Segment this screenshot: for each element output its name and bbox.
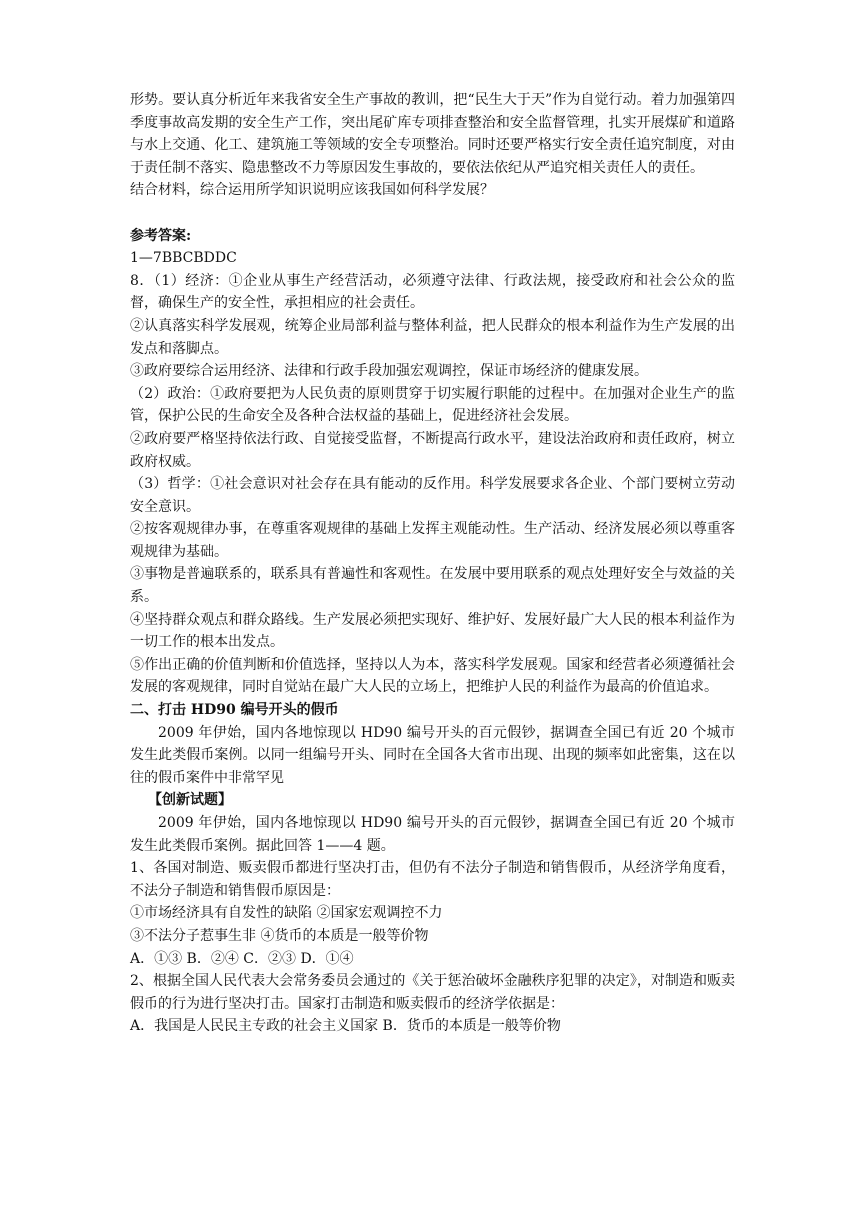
answer-line: （2）政治：①政府要把为人民负责的原则贯穿于切实履行职能的过程中。在加强对企业生产的监管，保护公民的生命安全及各种合法权益的基础上，促进经济社会发展。 <box>130 385 735 425</box>
answer-line: ②认真落实科学发展观，统筹企业局部利益与整体利益，把人民群众的根本利益作为生产发展的出发点和落脚点。 <box>130 317 735 357</box>
answers-heading: 参考答案: <box>130 227 192 244</box>
answer-line: ③事物是普遍联系的，联系具有普遍性和客观性。在发展中要用联系的观点处理好安全与效益的关系。 <box>130 566 735 606</box>
intro-paragraph: 形势。要认真分析近年来我省安全生产事故的教训，把“民生大于天”作为自觉行动。着力加强第四季度事故高发期的安全生产工作，突出尾矿库专项排查整治和安全监督管理，扎实开展煤矿和道路与水上交通、化工、建筑施工等领域的安全专项整治。同时还要严格实行安全责任追究制度，对由于责任制不落实、隐患整改不力等原因发生事故的，要依法依纪从严追究相关责任人的责任。 <box>130 92 735 176</box>
question-1-stem: 1、各国对制造、贩卖假币都进行坚决打击，但仍有不法分子制造和销售假币，从经济学角度看，不法分子制造和销售假币原因是： <box>130 860 735 899</box>
question-1-choices: A．①③ B．②④ C．②③ D．①④ <box>130 950 354 967</box>
question-2-stem: 2、根据全国人民代表大会常务委员会通过的《关于惩治破坏金融秩序犯罪的决定》，对制造和贩卖假币的行为进行坚决打击。国家打击制造和贩卖假币的经济学依据是： <box>130 973 735 1012</box>
question-1-options-line1: ①市场经济具有自发性的缺陷 ②国家宏观调控不力 <box>130 905 443 922</box>
answer-line: ②按客观规律办事，在尊重客观规律的基础上发挥主观能动性。生产活动、经济发展必须以尊重客观规律为基础。 <box>130 521 735 560</box>
question-2-choices: A．我国是人民民主专政的社会主义国家 B．货币的本质是一般等价物 <box>130 1018 561 1035</box>
section-title: 二、打击 HD90 编号开头的假币 <box>130 702 339 719</box>
answer-line: （3）哲学：①社会意识对社会存在具有能动的反作用。科学发展要求各企业、个部门要树立劳动安全意识。 <box>130 476 735 515</box>
answer-line: ⑤作出正确的价值判断和价值选择，坚持以人为本，落实科学发展观。国家和经营者必须遵循社会发展的客观规律，同时自觉站在最广大人民的立场上，把维护人民的利益作为最高的价值追求。 <box>130 656 735 696</box>
question-1-options-line2: ③不法分子惹事生非 ④货币的本质是一般等价物 <box>130 927 429 944</box>
answer-line: 8．（1）经济：①企业从事生产经营活动，必须遵守法律、行政法规，接受政府和社会公众的监督，确保生产的安全性，承担相应的社会责任。 <box>130 272 735 312</box>
answer-line: ④坚持群众观点和群众路线。生产发展必须把实现好、维护好、发展好最广大人民的根本利益作为一切工作的根本出发点。 <box>130 611 735 651</box>
document-page <box>130 89 735 1038</box>
innovation-heading: 【创新试题】 <box>148 792 232 809</box>
section-paragraph: 2009 年伊始，国内各地惊现以 HD90 编号开头的百元假钞，据调查全国已有近 20 个城市发生此类假币案例。以同一组编号开头、同时在全国各大省市出现、出现的频率如此密集，这在以往的假币案件中非常罕见 <box>130 724 735 786</box>
choice-answer-key: 1—7BBCBDDC <box>130 250 237 267</box>
intro-question: 结合材料，综合运用所学知识说明应该我国如何科学发展？ <box>130 182 494 199</box>
blank-line <box>130 202 735 225</box>
innovation-paragraph: 2009 年伊始，国内各地惊现以 HD90 编号开头的百元假钞，据调查全国已有近 20 个城市发生此类假币案例。据此回答 1——4 题。 <box>130 815 735 854</box>
answer-line: ②政府要严格坚持依法行政、自觉接受监督，不断提高行政水平，建设法治政府和责任政府，树立政府权威。 <box>130 430 735 470</box>
answer-line: ③政府要综合运用经济、法律和行政手段加强宏观调控，保证市场经济的健康发展。 <box>130 363 648 380</box>
